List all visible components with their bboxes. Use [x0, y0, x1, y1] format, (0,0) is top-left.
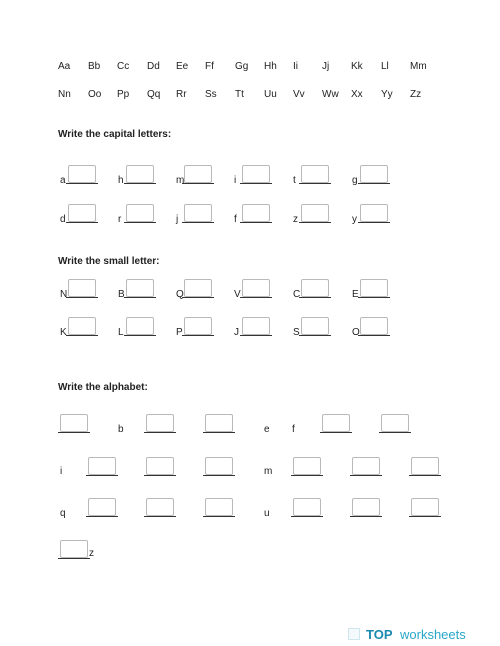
alphabet-blank[interactable] — [205, 414, 233, 432]
alphabet-blank[interactable] — [146, 457, 174, 475]
alphabet-blank-line — [291, 475, 323, 476]
capital-row1-answer-line — [299, 183, 331, 184]
capital-row2-answer-line — [182, 222, 214, 223]
capital-row2-answer-line — [358, 222, 390, 223]
alphabet-pair: Gg — [235, 61, 249, 72]
alphabet-letter-e: e — [264, 424, 270, 435]
small-row1-answer-line — [182, 297, 214, 298]
alphabet-blank-line — [203, 516, 235, 517]
small-row1-answer-line — [240, 297, 272, 298]
small-row1-answer-box[interactable] — [242, 279, 270, 297]
alphabet-letter-z: z — [89, 548, 94, 559]
alphabet-blank-line — [350, 475, 382, 476]
alphabet-blank-line — [58, 558, 90, 559]
small-row2-label: J — [234, 327, 239, 338]
capital-row2-answer-box[interactable] — [126, 204, 154, 222]
capital-row2-answer-box[interactable] — [301, 204, 329, 222]
alphabet-blank[interactable] — [205, 498, 233, 516]
alphabet-blank-line — [144, 516, 176, 517]
alphabet-blank-line — [203, 475, 235, 476]
capital-row2-label: f — [234, 214, 237, 225]
alphabet-pair: Ww — [322, 89, 339, 100]
alphabet-letter-b: b — [118, 424, 124, 435]
alphabet-pair: Dd — [147, 61, 160, 72]
capital-row1-label: h — [118, 175, 124, 186]
capital-row1-answer-line — [66, 183, 98, 184]
alphabet-pair: Ss — [205, 89, 217, 100]
small-row2-answer-line — [358, 335, 390, 336]
alphabet-pair: Bb — [88, 61, 101, 72]
alphabet-blank[interactable] — [60, 540, 88, 558]
alphabet-blank[interactable] — [322, 414, 350, 432]
capital-row2-label: z — [293, 214, 298, 225]
small-row2-answer-box[interactable] — [360, 317, 388, 335]
small-row1-label: E — [352, 289, 359, 300]
capital-row2-answer-line — [66, 222, 98, 223]
alphabet-blank-line — [409, 475, 441, 476]
alphabet-pair: Aa — [58, 61, 71, 72]
alphabet-pair: Hh — [264, 61, 277, 72]
capital-row1-label: a — [60, 175, 66, 186]
alphabet-blank-line — [350, 516, 382, 517]
alphabet-pair: Rr — [176, 89, 187, 100]
alphabet-blank[interactable] — [293, 498, 321, 516]
small-row1-label: N — [60, 289, 68, 300]
capital-row2-label: j — [176, 214, 179, 225]
capital-row2-answer-box[interactable] — [184, 204, 212, 222]
alphabet-blank[interactable] — [352, 457, 380, 475]
alphabet-letter-m: m — [264, 466, 273, 477]
alphabet-blank[interactable] — [60, 414, 88, 432]
alphabet-pair: Tt — [235, 89, 244, 100]
small-row2-label: K — [60, 327, 67, 338]
small-row2-answer-box[interactable] — [242, 317, 270, 335]
alphabet-pair: Xx — [351, 89, 363, 100]
capital-row1-label: m — [176, 175, 185, 186]
alphabet-blank[interactable] — [88, 498, 116, 516]
small-row1-label: C — [293, 289, 301, 300]
alphabet-letter-q: q — [60, 508, 66, 519]
alphabet-blank[interactable] — [88, 457, 116, 475]
capital-row1-label: g — [352, 175, 358, 186]
alphabet-pair: Zz — [410, 89, 422, 100]
topworksheets-logo — [348, 627, 488, 643]
alphabet-blank-line — [86, 516, 118, 517]
small-row1-answer-line — [358, 297, 390, 298]
small-row2-answer-line — [299, 335, 331, 336]
small-row2-answer-line — [182, 335, 214, 336]
small-row2-answer-line — [66, 335, 98, 336]
alphabet-blank[interactable] — [146, 414, 174, 432]
alphabet-pair: Cc — [117, 61, 130, 72]
small-row1-label: B — [118, 289, 125, 300]
capital-row1-answer-line — [358, 183, 390, 184]
capital-row1-answer-box[interactable] — [360, 165, 388, 183]
logo-text-worksheets: worksheets — [400, 627, 466, 642]
alphabet-letter-i: i — [60, 466, 63, 477]
capital-row2-answer-line — [124, 222, 156, 223]
small-row2-label: P — [176, 327, 183, 338]
small-row2-answer-line — [124, 335, 156, 336]
capital-row1-label: t — [293, 175, 296, 186]
small-row2-answer-box[interactable] — [184, 317, 212, 335]
small-row1-answer-line — [66, 297, 98, 298]
capital-row2-answer-box[interactable] — [242, 204, 270, 222]
section-heading-small: Write the small letter: — [58, 256, 160, 267]
alphabet-blank-line — [320, 432, 352, 433]
small-row1-label: Q — [176, 289, 184, 300]
small-row2-label: O — [352, 327, 360, 338]
alphabet-pair: Qq — [147, 89, 161, 100]
small-row1-answer-box[interactable] — [360, 279, 388, 297]
capital-row1-answer-box[interactable] — [301, 165, 329, 183]
small-row2-label: L — [118, 327, 124, 338]
capital-row1-label: i — [234, 175, 237, 186]
alphabet-blank[interactable] — [411, 498, 439, 516]
alphabet-pair: Ee — [176, 61, 189, 72]
alphabet-pair: Ff — [205, 61, 214, 72]
alphabet-pair: Mm — [410, 61, 427, 72]
capital-row2-answer-box[interactable] — [360, 204, 388, 222]
alphabet-blank[interactable] — [205, 457, 233, 475]
small-row2-answer-box[interactable] — [68, 317, 96, 335]
logo-square-icon — [348, 628, 360, 640]
section-heading-capital: Write the capital letters: — [58, 129, 172, 140]
capital-row2-label: y — [352, 214, 357, 225]
alphabet-blank[interactable] — [293, 457, 321, 475]
alphabet-pair: Jj — [322, 61, 330, 72]
capital-row2-label: d — [60, 214, 66, 225]
alphabet-pair: Yy — [381, 89, 393, 100]
alphabet-blank[interactable] — [381, 414, 409, 432]
capital-row1-answer-line — [124, 183, 156, 184]
alphabet-blank-line — [203, 432, 235, 433]
small-row1-label: V — [234, 289, 241, 300]
small-row2-answer-box[interactable] — [126, 317, 154, 335]
alphabet-blank[interactable] — [352, 498, 380, 516]
alphabet-blank-line — [409, 516, 441, 517]
alphabet-pair: Vv — [293, 89, 305, 100]
small-row1-answer-box[interactable] — [126, 279, 154, 297]
capital-row1-answer-line — [240, 183, 272, 184]
alphabet-letter-f: f — [292, 424, 295, 435]
alphabet-pair: Nn — [58, 89, 71, 100]
small-row1-answer-line — [124, 297, 156, 298]
small-row1-answer-line — [299, 297, 331, 298]
alphabet-blank-line — [144, 432, 176, 433]
alphabet-blank-line — [58, 432, 90, 433]
capital-row2-label: r — [118, 214, 122, 225]
capital-row2-answer-line — [299, 222, 331, 223]
small-row1-answer-box[interactable] — [184, 279, 212, 297]
capital-row2-answer-box[interactable] — [68, 204, 96, 222]
capital-row1-answer-box[interactable] — [184, 165, 212, 183]
alphabet-letter-u: u — [264, 508, 270, 519]
alphabet-pair: Kk — [351, 61, 363, 72]
alphabet-pair: Oo — [88, 89, 102, 100]
alphabet-pair: Uu — [264, 89, 277, 100]
alphabet-pair: Ii — [293, 61, 298, 72]
logo-text-top: TOP — [366, 627, 393, 642]
section-heading-alphabet: Write the alphabet: — [58, 382, 148, 393]
capital-row1-answer-box[interactable] — [68, 165, 96, 183]
small-row2-label: S — [293, 327, 300, 338]
small-row1-answer-box[interactable] — [301, 279, 329, 297]
capital-row2-answer-line — [240, 222, 272, 223]
small-row1-answer-box[interactable] — [68, 279, 96, 297]
alphabet-blank[interactable] — [146, 498, 174, 516]
alphabet-blank-line — [379, 432, 411, 433]
capital-row1-answer-box[interactable] — [126, 165, 154, 183]
alphabet-blank-line — [86, 475, 118, 476]
alphabet-pair: Ll — [381, 61, 389, 72]
small-row2-answer-line — [240, 335, 272, 336]
alphabet-blank[interactable] — [411, 457, 439, 475]
capital-row1-answer-box[interactable] — [242, 165, 270, 183]
alphabet-pair: Pp — [117, 89, 130, 100]
capital-row1-answer-line — [182, 183, 214, 184]
alphabet-blank-line — [291, 516, 323, 517]
alphabet-blank-line — [144, 475, 176, 476]
small-row2-answer-box[interactable] — [301, 317, 329, 335]
